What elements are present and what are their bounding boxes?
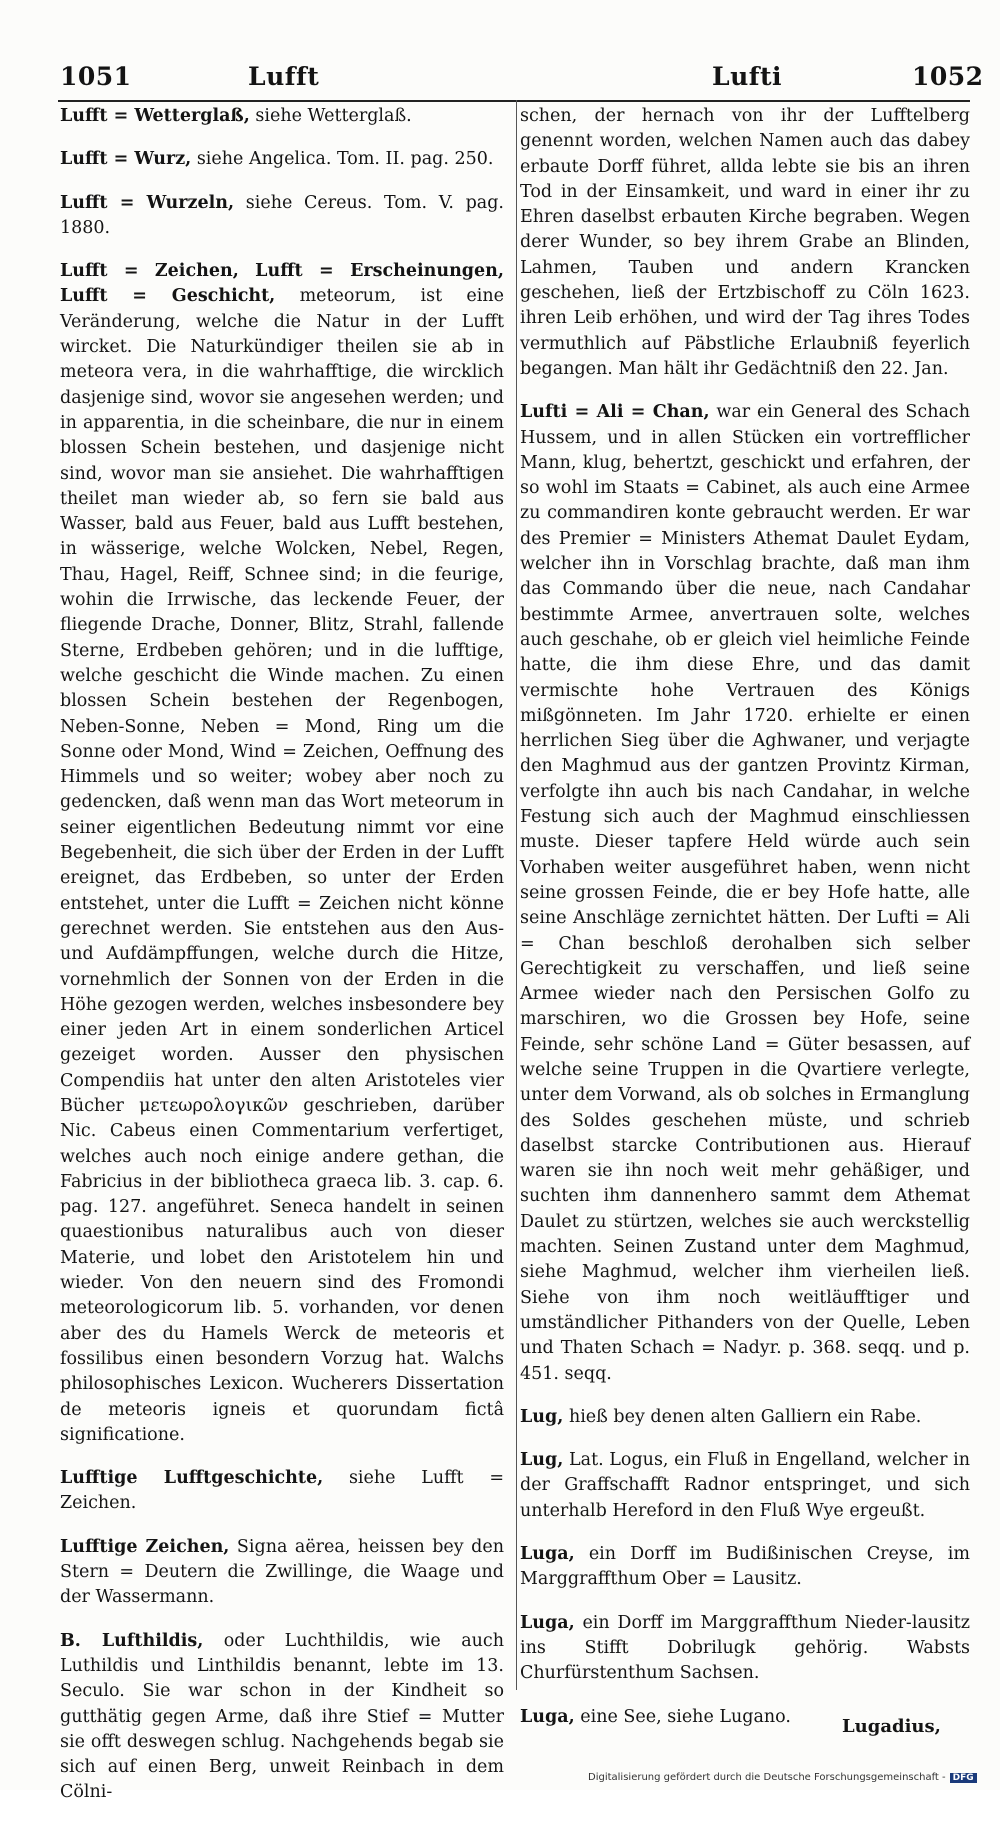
entry-headword: Lufftige Lufftgeschichte, (60, 1468, 324, 1489)
entry-text: siehe Wetterglaß. (255, 106, 412, 126)
entry (60, 1466, 504, 1517)
right-column (520, 104, 970, 1748)
entry (520, 400, 970, 1387)
left-running-head: Lufft (248, 62, 320, 91)
entry-headword: Luga, (520, 1612, 575, 1633)
right-page-number: 1052 (912, 62, 984, 91)
left-column (60, 104, 504, 1824)
entry-headword: Lufti = Ali = Chan, (520, 402, 710, 423)
entry-headword: B. Lufthildis, (60, 1630, 204, 1651)
entry (520, 1611, 970, 1687)
footer-text: Digitalisierung gefördert durch die Deutsche Forschungsgemeinschaft - (588, 1772, 946, 1783)
entry-headword: Luga, (520, 1706, 575, 1727)
entry-text: schen, der hernach von ihr der Lufftelberg genennt worden, welchen Namen auch das dabey erbaute Dorff führet, allda lebte sie bis an ihren Tod in der Einsamkeit, und ward in einer ihr zu Ehren daselbst erbauten Kirche begraben. Wegen derer Wunder, so bey ihrem Grabe an Blinden, Lahmen, Tauben und andern Krancken geschehen, ließ der Ertzbischoff zu Cöln 1623. ihren Leib erhöhen, und wird der Tag ihres Todes vermuthlich auf Päbstliche Erlaubniß feyerlich begangen. Man hält ihr Gedächtniß den 22. Jan. (520, 106, 970, 379)
entry-text: Signa aërea, heissen bey den Stern = Deutern die Zwillinge, die Waage und der Wassermann. (60, 1536, 504, 1608)
entry (520, 1448, 970, 1524)
entry (60, 104, 504, 129)
entry-text: siehe Cereus. Tom. V. pag. 1880. (60, 192, 504, 238)
entry (520, 1405, 970, 1430)
right-running-head: Lufti (712, 62, 783, 91)
left-page-number: 1051 (60, 62, 132, 91)
entry-text: siehe Angelica. Tom. II. pag. 250. (196, 149, 494, 170)
entry-text: ein Dorff im Budißinischen Creyse, im Marggraffthum Ober = Lausitz. (520, 1544, 970, 1590)
entry-headword: Lufft = Wurzeln, (60, 192, 235, 213)
column-divider (516, 100, 517, 1690)
entry (60, 259, 504, 1448)
entry (60, 1629, 504, 1806)
entry-headword: Lug, (520, 1406, 564, 1427)
entry (520, 1542, 970, 1593)
entry-text: meteorum, ist eine Veränderung, welche die Natur in der Lufft wircket. Die Naturkündiger theilen sie ab in meteora vera, in die wahrhafftige, die wircklich dasjenige sind, wovor sie angesehen werden; und in apparentia, in die scheinbare, die nur in einem blossen Schein bestehen, und dasjenige nicht sind, wovor man sie ansiehet. Die wahrhafftigen theilet man wieder ab, so fern sie bald aus Wasser, bald aus Feuer, bald aus Lufft bestehen, in wässerige, welche Wolcken, Nebel, Regen, Thau, Hagel, Reiff, Schnee sind; in die feurige, wohin die Irrwische, das leckende Feuer, der fliegende Drache, Donner, Blitz, Strahl, fallende Sterne, Erdbeben gehören; und in die lufftige, welche geschicht die Winde machen. Zu einen blossen Schein bestehen der Regenbogen, Neben-Sonne, Neben = Mond, Ring um die Sonne oder Mond, Wind = Zeichen, Oeffnung des Himmels und so weiter; wobey aber noch zu gedencken, daß wenn man das Wort meteorum in seiner eigentlichen Bedeutung nimmt vor eine Begebenheit, die sich über der Erden in der Lufft ereignet, das Erdbeben, so unter der Erden entstehet, unter die Lufft = Zeichen nicht könne gerechnet werden. Sie entstehen aus den Aus- und Aufdämpffungen, welche durch die Hitze, vornehmlich der Sonnen von der Erden in die Höhe gezogen werden, welches insbesondere bey einer jeden Art in einem sonderlichen Articel gezeiget worden. Ausser den physischen Compendiis hat unter den alten Aristoteles vier Bücher μετεωρολογικῶν geschrieben, darüber Nic. Cabeus einen Commentarium verfertiget, welches auch noch einige andere gethan, die Fabricius in der bibliotheca graeca lib. 3. cap. 6. pag. 127. angeführet. Seneca handelt in seinen quaestionibus naturalibus auch von dieser Materie, und lobet den Aristotelem hin und wieder. Von den neuern sind des Fromondi meteorologicorum lib. 5. vorhanden, vor denen aber des du Hamels Werck de meteoris et fossilibus einen besondern Vorzug hat. Walchs philosophisches Lexicon. Wucherers Dissertation de meteoris igneis et quorundam fictâ significatione. (60, 286, 504, 1445)
digitization-footer (588, 1772, 977, 1783)
entry-headword: Lufft = Wurz, (60, 149, 192, 170)
entry-text: siehe Lufft = Zeichen. (60, 1468, 504, 1514)
entry (60, 191, 504, 242)
entry (60, 147, 504, 172)
entry (60, 1535, 504, 1611)
entry-headword: Luga, (520, 1544, 575, 1565)
entry-headword: Lug, (520, 1450, 564, 1471)
dfg-logo: DFG (950, 1773, 977, 1783)
entry-headword: Lufftige Zeichen, (60, 1536, 230, 1557)
entry-text: ein Dorff im Marggraffthum Nieder-lausitz ins Stifft Dobrilugk gehörig. Wabsts Churfürstenthum Sachsen. (520, 1612, 970, 1684)
entry-text: hieß bey denen alten Galliern ein Rabe. (568, 1406, 922, 1427)
catchword: Lugadius, (842, 1716, 941, 1737)
entry-text: eine See, siehe Lugano. (580, 1706, 791, 1727)
entry-text: war ein General des Schach Hussem, und in allen Stücken ein vortrefflicher Mann, klug, behertzt, geschickt und erfahren, der so wohl im Staats = Cabinet, als auch eine Armee zu commandiren konte gebraucht werden. Er war des Premier = Ministers Athemat Daulet Eydam, welcher ihn in Vorschlag brachte, daß man ihm das Commando über die neue, nach Candahar bestimmte Armee, anvertrauen solte, welches auch geschahe, ob er gleich viel heimliche Feinde hatte, die ihm diese Ehre, und das damit vermischte hohe Vertrauen des Königs mißgönneten. Im Jahr 1720. erhielte er einen herrlichen Sieg über die Aghwaner, und verjagte den Maghmud aus der gantzen Provintz Kirman, verfolgte ihn auch bis nach Candahar, in welche Festung sich auch der Maghmud einschliessen muste. Dieser tapfere Held würde auch sein Vorhaben weiter ausgeführet haben, wenn nicht seine grossen Feinde, die er bey Hofe hatte, alle seine Anschläge zernichtet hätten. Der Lufti = Ali = Chan beschloß derohalben sich selber Gerechtigkeit zu verschaffen, und ließ seine Armee wieder nach den Persischen Golfo zu marschiren, wo die Grossen bey Hofe, seine Feinde, sehr schöne Land = Güter besassen, auf welche seine Truppen in die Qvartiere verlegte, unter dem Vorwand, als ob solches in Ermanglung des Soldes geschehen müste, und schrieb daselbst starcke Contributionen aus. Hierauf waren sie ihn noch weit mehr gehäßiger, und suchten ihm dannenhero sammt dem Athemat Daulet zu stürtzen, welches sie auch werckstellig machten. Seinen Zustand unter dem Maghmud, siehe Maghmud, welcher ihm vierheilen ließ. Siehe von ihm noch weitläufftiger und umständlicher Pithanders von der Quelle, Leben und Thaten Schach = Nadyr. p. 368. seqq. und p. 451. seqq. (520, 402, 970, 1384)
entry-continuation (520, 104, 970, 382)
entry-text: Lat. Logus, ein Fluß in Engelland, welcher in der Graffschafft Radnor entspringet, und sich unterhalb Hereford in den Fluß Wye ergeußt. (520, 1450, 970, 1521)
entry-headword: Lufft = Wetterglaß, (60, 106, 250, 126)
entry-headword: Lufft = Zeichen, Lufft = Erscheinungen, Lufft = Geschicht, (60, 261, 504, 307)
entry-text: oder Luchthildis, wie auch Luthildis und Linthildis benannt, lebte im 13. Seculo. Sie war schon in der Kindheit so gutthätig gegen Arme, daß ihre Stief = Mutter sie offt deswegen schlug. Nachgehends begab sie sich auf einen Berg, unweit Reinbach in dem Cölni- (60, 1630, 504, 1803)
header-rule (58, 100, 970, 102)
